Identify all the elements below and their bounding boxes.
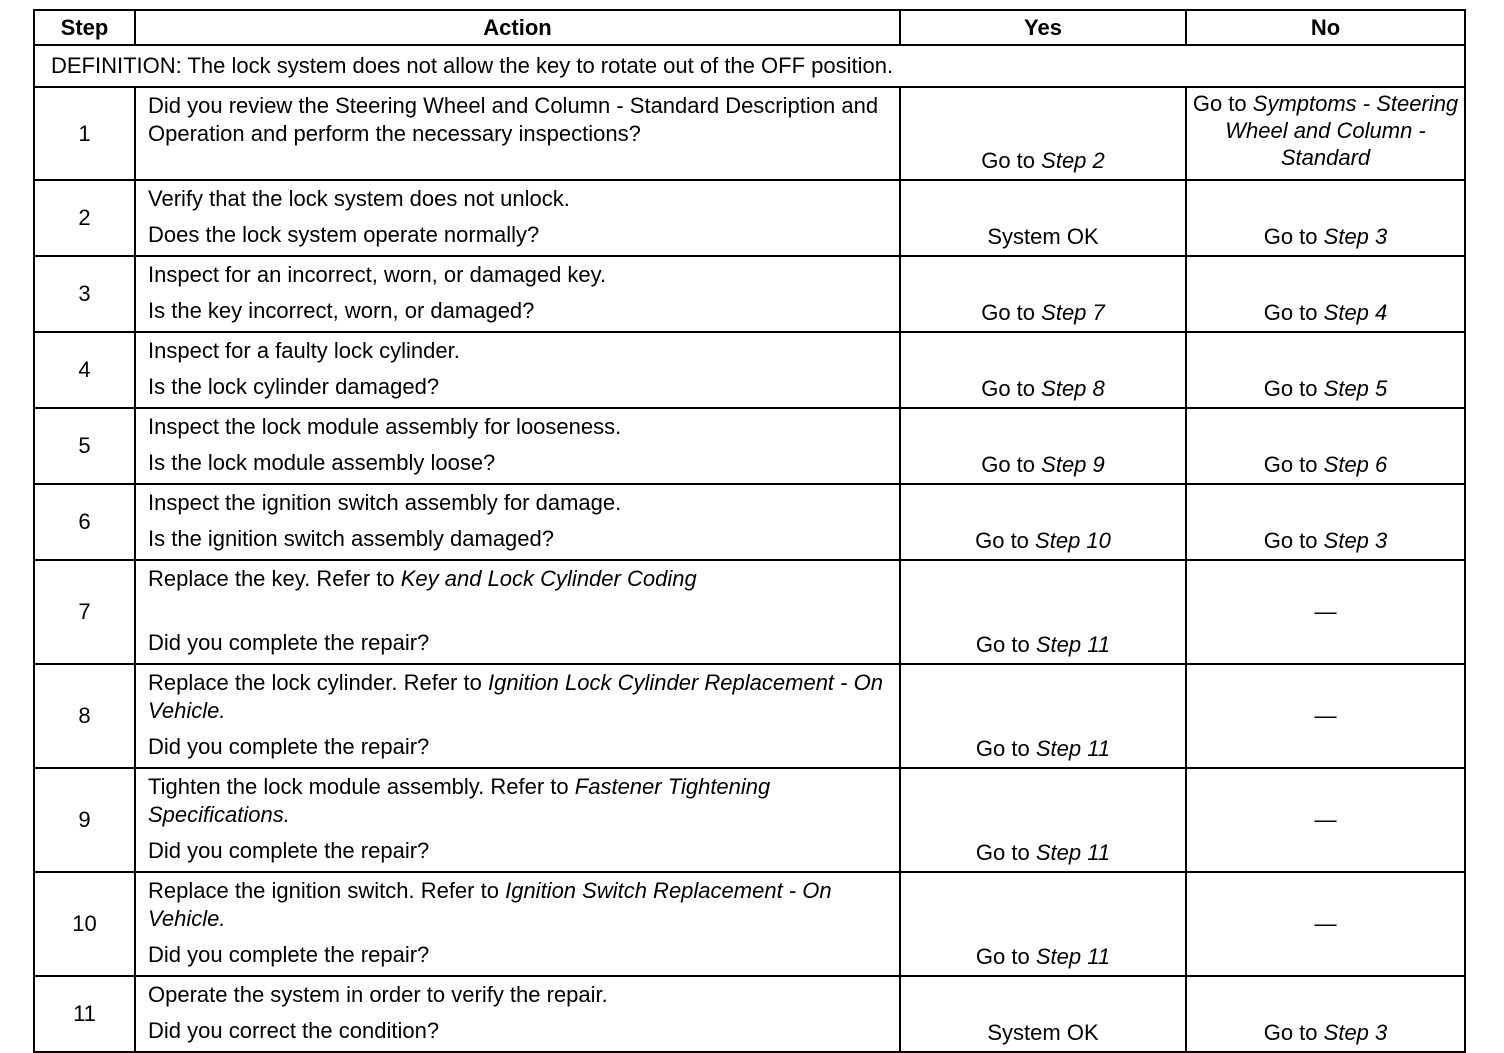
no-cell bbox=[1186, 332, 1465, 408]
table-row bbox=[34, 664, 1465, 768]
action-question: Did you complete the repair? bbox=[148, 942, 430, 967]
yes-cell bbox=[900, 484, 1186, 560]
action-text: Operate the system in order to verify the repair. bbox=[148, 982, 608, 1007]
action-cell bbox=[135, 87, 900, 180]
header-step: Step bbox=[34, 10, 135, 45]
no-cell bbox=[1186, 256, 1465, 332]
action-question: Does the lock system operate normally? bbox=[148, 222, 540, 247]
diagnostic-table bbox=[33, 9, 1466, 1053]
action-ref-link[interactable]: Ignition Switch Replacement - On Vehicle. bbox=[148, 878, 832, 931]
yes-step-link[interactable]: Step 2 bbox=[1041, 148, 1105, 173]
yes-step-link[interactable]: Step 11 bbox=[1035, 736, 1111, 761]
action-cell bbox=[135, 484, 900, 560]
table-row bbox=[34, 408, 1465, 484]
yes-step-link[interactable]: Step 7 bbox=[1041, 300, 1105, 325]
step-number: 3 bbox=[34, 256, 135, 332]
table-row bbox=[34, 872, 1465, 976]
no-cell bbox=[1186, 87, 1465, 180]
action-question: Did you complete the repair? bbox=[148, 838, 430, 863]
table-row bbox=[34, 560, 1465, 664]
step-number: 6 bbox=[34, 484, 135, 560]
no-goto: Go to bbox=[1263, 224, 1318, 249]
action-text: Did you review the Steering Wheel and Column - Standard Description and Operation and perform the necessary inspections? bbox=[148, 93, 879, 146]
action-cell bbox=[135, 332, 900, 408]
table-row bbox=[34, 332, 1465, 408]
no-step-link[interactable]: Step 3 bbox=[1323, 1020, 1388, 1045]
yes-goto: Go to bbox=[975, 944, 1030, 969]
action-question: Is the lock cylinder damaged? bbox=[148, 374, 440, 399]
yes-goto: Go to bbox=[981, 452, 1036, 477]
definition-text: DEFINITION: The lock system does not allow the key to rotate out of the OFF position. bbox=[34, 45, 1465, 87]
action-text: Replace the ignition switch. Refer to bbox=[148, 878, 499, 903]
no-goto: Go to bbox=[1263, 1020, 1318, 1045]
yes-cell bbox=[900, 408, 1186, 484]
action-question: Is the key incorrect, worn, or damaged? bbox=[148, 298, 535, 323]
yes-goto: Go to bbox=[981, 148, 1036, 173]
action-text: Inspect for a faulty lock cylinder. bbox=[148, 338, 460, 363]
no-cell bbox=[1186, 976, 1465, 1052]
action-ref-link[interactable]: Ignition Lock Cylinder Replacement - On Vehicle. bbox=[148, 670, 883, 723]
yes-step-link[interactable]: Step 11 bbox=[1035, 944, 1111, 969]
action-text: Replace the key. Refer to bbox=[148, 566, 395, 591]
yes-step-link[interactable]: Step 10 bbox=[1035, 528, 1111, 553]
no-goto: Go to bbox=[1263, 528, 1318, 553]
yes-cell: System OK bbox=[900, 976, 1186, 1052]
step-number: 5 bbox=[34, 408, 135, 484]
table-row bbox=[34, 180, 1465, 256]
yes-step-link[interactable]: Step 11 bbox=[1035, 840, 1111, 865]
action-question: Did you complete the repair? bbox=[148, 734, 430, 759]
yes-cell bbox=[900, 256, 1186, 332]
no-symptoms-link[interactable]: Symptoms - Steering Wheel and Column - Standard bbox=[1225, 91, 1459, 170]
step-number: 9 bbox=[34, 768, 135, 872]
action-question: Did you complete the repair? bbox=[148, 630, 430, 655]
action-text: Replace the lock cylinder. Refer to bbox=[148, 670, 482, 695]
yes-cell bbox=[900, 332, 1186, 408]
action-cell bbox=[135, 768, 900, 872]
yes-goto: Go to bbox=[975, 840, 1030, 865]
yes-goto: Go to bbox=[975, 736, 1030, 761]
no-cell-dash: — bbox=[1186, 560, 1465, 664]
step-number: 10 bbox=[34, 872, 135, 976]
yes-goto: Go to bbox=[975, 528, 1029, 553]
action-question: Is the ignition switch assembly damaged? bbox=[148, 526, 554, 551]
action-text: Inspect the lock module assembly for looseness. bbox=[148, 414, 622, 439]
table-row bbox=[34, 976, 1465, 1052]
yes-goto: Go to bbox=[975, 632, 1030, 657]
table-row bbox=[34, 768, 1465, 872]
no-cell bbox=[1186, 180, 1465, 256]
no-goto: Go to bbox=[1263, 376, 1318, 401]
table-row bbox=[34, 256, 1465, 332]
yes-cell: System OK bbox=[900, 180, 1186, 256]
no-cell-dash: — bbox=[1186, 664, 1465, 768]
action-cell bbox=[135, 408, 900, 484]
no-cell bbox=[1186, 484, 1465, 560]
yes-step-link[interactable]: Step 9 bbox=[1041, 452, 1105, 477]
table-row bbox=[34, 87, 1465, 180]
yes-goto: Go to bbox=[981, 300, 1036, 325]
yes-cell bbox=[900, 87, 1186, 180]
action-text: Inspect the ignition switch assembly for damage. bbox=[148, 490, 622, 515]
yes-goto: Go to bbox=[981, 376, 1036, 401]
step-number: 7 bbox=[34, 560, 135, 664]
yes-cell bbox=[900, 560, 1186, 664]
no-goto: Go to bbox=[1263, 300, 1318, 325]
action-ref-link[interactable]: Fastener Tightening Specifications. bbox=[148, 774, 771, 827]
yes-cell bbox=[900, 872, 1186, 976]
step-number: 11 bbox=[34, 976, 135, 1052]
definition-row bbox=[34, 45, 1465, 87]
no-step-link[interactable]: Step 6 bbox=[1323, 452, 1388, 477]
action-cell bbox=[135, 180, 900, 256]
no-step-link[interactable]: Step 4 bbox=[1323, 300, 1388, 325]
step-number: 8 bbox=[34, 664, 135, 768]
no-cell-dash: — bbox=[1186, 872, 1465, 976]
no-goto: Go to bbox=[1192, 91, 1247, 116]
action-cell bbox=[135, 560, 900, 664]
no-step-link[interactable]: Step 5 bbox=[1323, 376, 1388, 401]
no-cell-dash: — bbox=[1186, 768, 1465, 872]
table-row bbox=[34, 484, 1465, 560]
header-yes: Yes bbox=[900, 10, 1186, 45]
action-cell bbox=[135, 664, 900, 768]
action-text: Verify that the lock system does not unlock. bbox=[148, 186, 570, 211]
yes-cell bbox=[900, 664, 1186, 768]
action-question: Is the lock module assembly loose? bbox=[148, 450, 496, 475]
no-step-link[interactable]: Step 3 bbox=[1323, 224, 1388, 249]
header-row bbox=[34, 10, 1465, 45]
no-goto: Go to bbox=[1263, 452, 1318, 477]
no-cell bbox=[1186, 408, 1465, 484]
step-number: 4 bbox=[34, 332, 135, 408]
action-question: Did you correct the condition? bbox=[148, 1018, 440, 1043]
yes-cell bbox=[900, 768, 1186, 872]
action-ref-link[interactable]: Key and Lock Cylinder Coding bbox=[400, 566, 697, 591]
action-text: Tighten the lock module assembly. Refer to bbox=[148, 774, 569, 799]
yes-step-link[interactable]: Step 8 bbox=[1041, 376, 1105, 401]
action-cell bbox=[135, 976, 900, 1052]
step-number: 2 bbox=[34, 180, 135, 256]
yes-step-link[interactable]: Step 11 bbox=[1035, 632, 1111, 657]
no-step-link[interactable]: Step 3 bbox=[1323, 528, 1388, 553]
header-no: No bbox=[1186, 10, 1465, 45]
header-action: Action bbox=[135, 10, 900, 45]
action-cell bbox=[135, 256, 900, 332]
action-cell bbox=[135, 872, 900, 976]
step-number: 1 bbox=[34, 87, 135, 180]
action-text: Inspect for an incorrect, worn, or damaged key. bbox=[148, 262, 607, 287]
